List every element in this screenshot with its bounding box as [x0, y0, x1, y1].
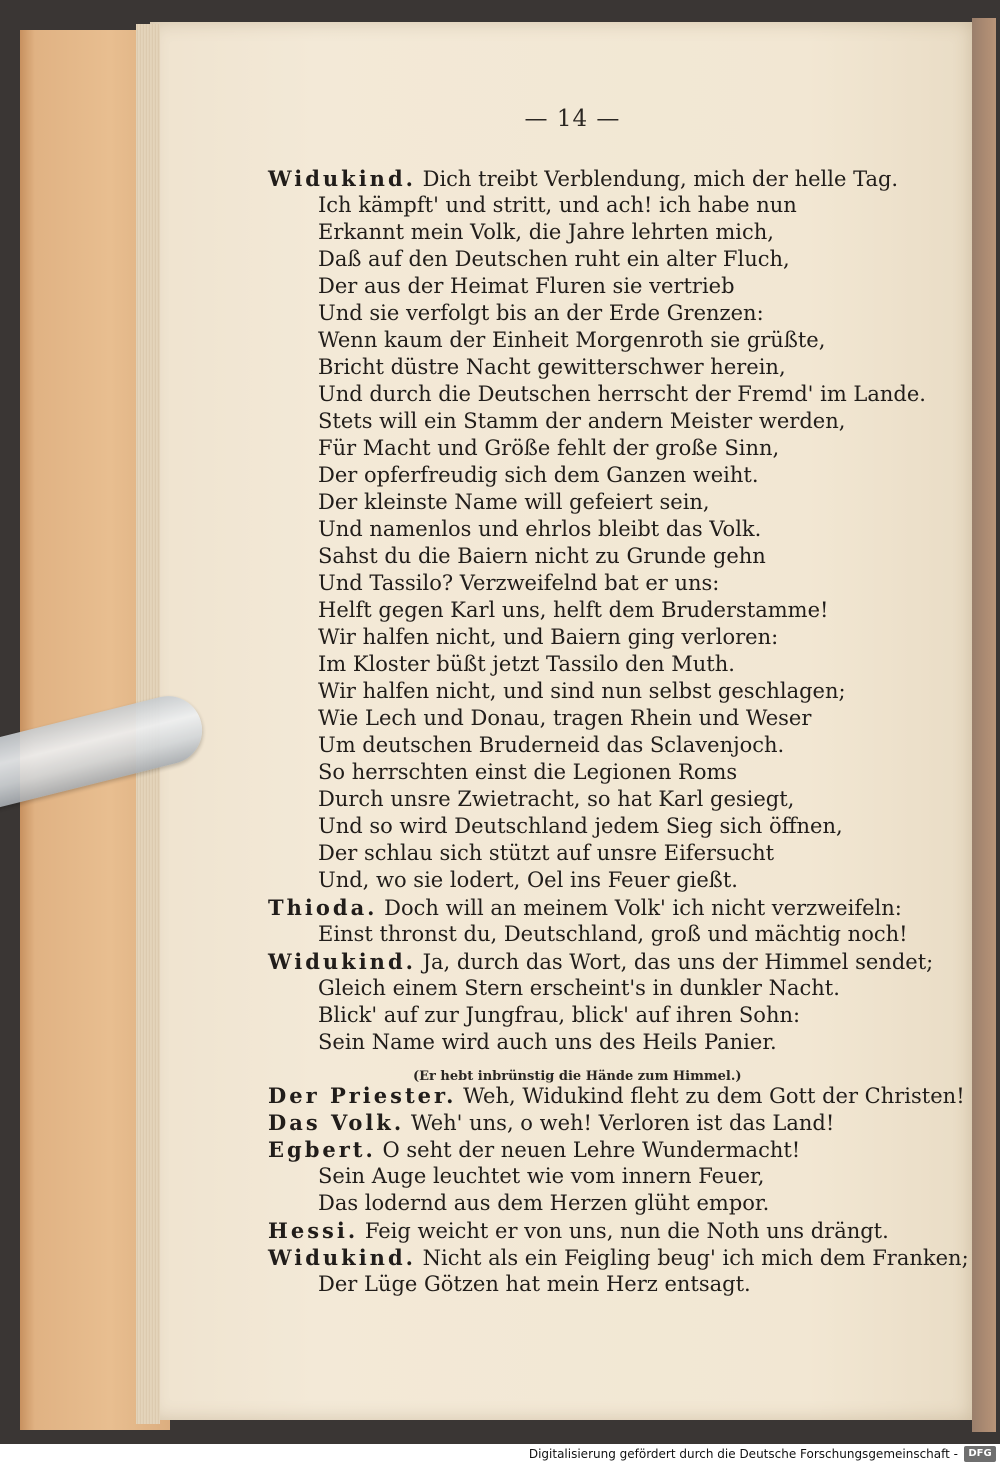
line-text: Dich treibt Verblendung, mich der helle Tag.: [415, 167, 899, 191]
line-text: Nicht als ein Feigling beug' ich mich dem Franken;: [415, 1246, 969, 1270]
line-text: Das lodernd aus dem Herzen glüht empor.: [318, 1191, 770, 1215]
line-text: Blick' auf zur Jungfrau, blick' auf ihren Sohn:: [318, 1003, 801, 1027]
line-text: Gleich einem Stern erscheint's in dunkler Nacht.: [318, 976, 840, 1000]
speaker-name: Der Priester.: [268, 1083, 457, 1108]
footer-bar: [0, 1444, 1000, 1465]
verse-line: [318, 1002, 800, 1029]
verse-line: [318, 813, 843, 840]
line-text: Und, wo sie lodert, Oel ins Feuer gießt.: [318, 868, 738, 892]
verse-line: [318, 705, 811, 732]
verse-line: [318, 570, 719, 597]
line-text: Daß auf den Deutschen ruht ein alter Fluch,: [318, 247, 790, 271]
line-text: Und Tassilo? Verzweifelnd bat er uns:: [318, 571, 720, 595]
stage-direction: (Er hebt inbrünstig die Hände zum Himmel.): [413, 1069, 742, 1084]
line-text: Um deutschen Bruderneid das Sclavenjoch.: [318, 733, 785, 757]
verse-line: [318, 354, 786, 381]
line-text: Wie Lech und Donau, tragen Rhein und Weser: [318, 706, 812, 730]
verse-line: [318, 1163, 764, 1190]
verse-line: [318, 1271, 751, 1298]
line-text: Und so wird Deutschland jedem Sieg sich öffnen,: [318, 814, 843, 838]
verse-line: [318, 543, 766, 570]
verse-line: [318, 678, 846, 705]
verse-line: [318, 516, 761, 543]
verse-line: [318, 1029, 777, 1056]
verse-line: [318, 732, 784, 759]
speaker-name: Widukind.: [268, 166, 416, 191]
line-text: Sahst du die Baiern nicht zu Grunde gehn: [318, 544, 766, 568]
line-text: Der Lüge Götzen hat mein Herz entsagt.: [318, 1272, 751, 1296]
speaker-line: [268, 894, 902, 922]
speaker-line: [268, 1244, 969, 1272]
speaker-line: [268, 1217, 889, 1245]
speaker-name: Das Volk.: [268, 1110, 405, 1135]
line-text: Stets will ein Stamm der andern Meister werden,: [318, 409, 846, 433]
line-text: Feig weicht er von uns, nun die Noth uns drängt.: [358, 1219, 889, 1243]
line-text: Ja, durch das Wort, das uns der Himmel sendet;: [415, 950, 934, 974]
line-text: Der aus der Heimat Fluren sie vertrieb: [318, 274, 735, 298]
verse-line: [318, 975, 840, 1002]
line-text: Der kleinste Name will gefeiert sein,: [318, 490, 710, 514]
book-cover-right: [972, 18, 996, 1432]
line-text: So herrschten einst die Legionen Roms: [318, 760, 738, 784]
speaker-line: [268, 948, 933, 976]
verse-line: [318, 597, 828, 624]
line-text: Ich kämpft' und stritt, und ach! ich habe nun: [318, 193, 797, 217]
line-text: Bricht düstre Nacht gewitterschwer herein,: [318, 355, 786, 379]
verse-line: [318, 651, 735, 678]
line-text: Und durch die Deutschen herrscht der Fremd' im Lande.: [318, 382, 926, 406]
speaker-line: [268, 1109, 834, 1137]
line-text: Durch unsre Zwietracht, so hat Karl gesiegt,: [318, 787, 795, 811]
verse-line: [318, 381, 926, 408]
speaker-name: Hessi.: [268, 1218, 359, 1243]
speaker-line: [268, 1082, 965, 1110]
verse-line: [318, 273, 735, 300]
line-text: Doch will an meinem Volk' ich nicht verzweifeln:: [377, 896, 902, 920]
line-text: Sein Auge leuchtet wie vom innern Feuer,: [318, 1164, 765, 1188]
page-number: — 14 —: [524, 106, 621, 132]
speaker-line: [268, 1136, 800, 1164]
verse-line: [318, 840, 774, 867]
line-text: Sein Name wird auch uns des Heils Panier.: [318, 1030, 777, 1054]
verse-line: [318, 435, 779, 462]
speaker-name: Widukind.: [268, 949, 416, 974]
line-text: Wenn kaum der Einheit Morgenroth sie grüßte,: [318, 328, 826, 352]
verse-line: [318, 246, 790, 273]
line-text: Wir halfen nicht, und sind nun selbst geschlagen;: [318, 679, 846, 703]
line-text: O seht der neuen Lehre Wundermacht!: [375, 1138, 801, 1162]
speaker-name: Thioda.: [268, 895, 378, 920]
verse-line: [318, 192, 797, 219]
speaker-line: [268, 165, 898, 193]
line-text: Helft gegen Karl uns, helft dem Bruderstamme!: [318, 598, 829, 622]
line-text: Der schlau sich stützt auf unsre Eifersucht: [318, 841, 775, 865]
verse-line: [318, 219, 774, 246]
show-through-text: [820, 180, 970, 1330]
line-text: Und sie verfolgt bis an der Erde Grenzen:: [318, 301, 764, 325]
verse-line: [318, 786, 794, 813]
line-text: Weh' uns, o weh! Verloren ist das Land!: [404, 1111, 835, 1135]
verse-line: [318, 462, 759, 489]
verse-line: [318, 867, 738, 894]
line-text: Der opferfreudig sich dem Ganzen weiht.: [318, 463, 759, 487]
line-text: Erkannt mein Volk, die Jahre lehrten mich,: [318, 220, 774, 244]
verse-line: [318, 921, 908, 948]
verse-line: [318, 408, 845, 435]
line-text: Für Macht und Größe fehlt der große Sinn,: [318, 436, 780, 460]
verse-line: [318, 1190, 769, 1217]
verse-line: [318, 300, 764, 327]
footer-credit: Digitalisierung gefördert durch die Deutsche Forschungsgemeinschaft -: [528, 1447, 958, 1461]
speaker-name: Egbert.: [268, 1137, 376, 1162]
line-text: Einst thronst du, Deutschland, groß und mächtig noch!: [318, 922, 908, 946]
line-text: Im Kloster büßt jetzt Tassilo den Muth.: [318, 652, 735, 676]
line-text: Weh, Widukind fleht zu dem Gott der Christen!: [456, 1084, 965, 1108]
dfg-logo: DFG: [964, 1446, 996, 1462]
speaker-name: Widukind.: [268, 1245, 416, 1270]
verse-line: [318, 624, 778, 651]
verse-line: [318, 489, 710, 516]
verse-line: [318, 759, 737, 786]
line-text: Und namenlos und ehrlos bleibt das Volk.: [318, 517, 762, 541]
line-text: Wir halfen nicht, und Baiern ging verloren:: [318, 625, 779, 649]
verse-line: [318, 327, 825, 354]
